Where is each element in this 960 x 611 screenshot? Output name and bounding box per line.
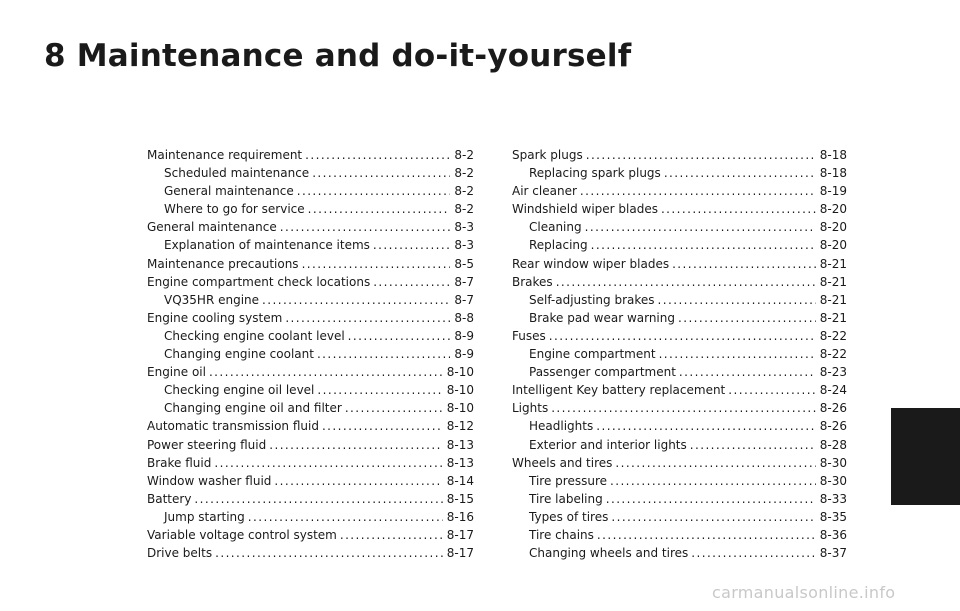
toc-entry-page: 8-13: [446, 437, 474, 452]
toc-entry[interactable]: [147, 218, 474, 236]
toc-entry-page: 8-9: [454, 328, 474, 343]
toc-entry-label: Power steering fluid: [147, 437, 267, 452]
toc-entry-page: 8-24: [819, 383, 847, 398]
toc-leader-dots: [262, 291, 450, 309]
toc-entry[interactable]: [147, 236, 474, 254]
toc-leader-dots: [302, 255, 451, 273]
toc-entry-label: Battery: [147, 491, 192, 506]
toc-leader-dots: [285, 309, 450, 327]
toc-entry[interactable]: [147, 273, 474, 291]
toc-entry-page: 8-21: [819, 274, 847, 289]
toc-entry-page: 8-23: [819, 365, 847, 380]
toc-leader-dots: [615, 454, 815, 472]
toc-leader-dots: [664, 164, 816, 182]
toc-leader-dots: [305, 146, 450, 164]
toc-entry-page: 8-10: [446, 365, 474, 380]
toc-entry[interactable]: [512, 544, 847, 562]
toc-entry-page: 8-22: [819, 328, 847, 343]
toc-entry-label: Exterior and interior lights: [529, 437, 687, 452]
toc-entry-label: Where to go for service: [164, 202, 305, 217]
toc-column-right: [512, 146, 847, 562]
toc-entry[interactable]: [147, 399, 474, 417]
toc-entry[interactable]: [147, 508, 474, 526]
toc-leader-dots: [597, 526, 816, 544]
toc-entry-page: 8-20: [819, 202, 847, 217]
toc-entry[interactable]: [147, 544, 474, 562]
toc-leader-dots: [348, 327, 451, 345]
toc-leader-dots: [215, 544, 443, 562]
toc-entry[interactable]: [512, 508, 847, 526]
toc-entry-label: Tire chains: [529, 527, 594, 542]
toc-entry[interactable]: [147, 381, 474, 399]
toc-entry-page: 8-12: [446, 419, 474, 434]
toc-leader-dots: [248, 508, 443, 526]
toc-entry-page: 8-13: [446, 455, 474, 470]
toc-entry[interactable]: [147, 454, 474, 472]
toc-entry[interactable]: [512, 526, 847, 544]
toc-entry[interactable]: [512, 454, 847, 472]
toc-entry-page: 8-20: [819, 238, 847, 253]
toc-entry-label: Brakes: [512, 274, 553, 289]
toc-leader-dots: [678, 309, 816, 327]
toc-leader-dots: [308, 200, 451, 218]
toc-entry[interactable]: [147, 345, 474, 363]
watermark: carmanualsonline.info: [712, 583, 896, 602]
toc-entry-label: Brake fluid: [147, 455, 212, 470]
toc-entry-page: 8-21: [819, 256, 847, 271]
toc-leader-dots: [340, 526, 443, 544]
toc-leader-dots: [672, 255, 816, 273]
toc-leader-dots: [728, 381, 816, 399]
toc-entry-label: Changing engine oil and filter: [164, 401, 342, 416]
toc-entry[interactable]: [147, 164, 474, 182]
toc-leader-dots: [274, 472, 442, 490]
toc-entry[interactable]: [147, 291, 474, 309]
chapter-title: 8 Maintenance and do-it-yourself: [44, 38, 632, 74]
toc-entry-label: Jump starting: [164, 509, 245, 524]
toc-entry-page: 8-18: [819, 166, 847, 181]
toc-entry[interactable]: [147, 526, 474, 544]
toc-entry-label: Engine compartment check locations: [147, 274, 371, 289]
toc-entry-label: Lights: [512, 401, 549, 416]
toc-entry[interactable]: [512, 309, 847, 327]
toc-leader-dots: [209, 363, 443, 381]
toc-entry-page: 8-18: [819, 148, 847, 162]
toc-entry-label: Engine cooling system: [147, 310, 283, 325]
toc-leader-dots: [551, 399, 816, 417]
toc-entry[interactable]: [147, 309, 474, 327]
toc-entry-label: Self-adjusting brakes: [529, 292, 655, 307]
toc-entry-page: 8-28: [819, 437, 847, 452]
toc-entry[interactable]: [512, 273, 847, 291]
toc-entry-page: 8-9: [454, 347, 474, 362]
toc-entry-page: 8-7: [454, 274, 474, 289]
toc-entry[interactable]: [512, 490, 847, 508]
toc-entry-page: 8-20: [819, 220, 847, 235]
toc-leader-dots: [317, 345, 450, 363]
toc-entry-label: Engine compartment: [529, 347, 656, 362]
toc-entry-page: 8-30: [819, 455, 847, 470]
toc-entry[interactable]: [512, 218, 847, 236]
toc-leader-dots: [214, 454, 442, 472]
toc-entry-page: 8-2: [454, 202, 474, 217]
toc-entry[interactable]: [512, 182, 847, 200]
toc-entry[interactable]: [512, 291, 847, 309]
toc-entry-label: Engine oil: [147, 365, 206, 380]
toc-leader-dots: [297, 182, 451, 200]
toc-leader-dots: [549, 327, 816, 345]
toc-entry-label: General maintenance: [164, 184, 294, 199]
toc-entry-label: General maintenance: [147, 220, 277, 235]
toc-entry-label: Headlights: [529, 419, 594, 434]
toc-entry-page: 8-26: [819, 419, 847, 434]
toc-entry[interactable]: [147, 327, 474, 345]
toc-entry[interactable]: [512, 255, 847, 273]
toc-entry-label: Maintenance precautions: [147, 256, 299, 271]
toc-entry[interactable]: [512, 164, 847, 182]
toc-leader-dots: [280, 218, 451, 236]
toc-entry[interactable]: [512, 472, 847, 490]
toc-entry-label: Drive belts: [147, 546, 213, 561]
toc-entry[interactable]: [147, 363, 474, 381]
toc-entry[interactable]: [147, 417, 474, 435]
toc-leader-dots: [580, 182, 816, 200]
toc-entry-page: 8-33: [819, 491, 847, 506]
toc-leader-dots: [345, 399, 443, 417]
toc-entry-label: Explanation of maintenance items: [164, 238, 370, 253]
toc-entry-label: Changing wheels and tires: [529, 546, 689, 561]
toc-leader-dots: [691, 544, 816, 562]
toc-entry-page: 8-36: [819, 527, 847, 542]
toc-entry-page: 8-21: [819, 310, 847, 325]
toc-leader-dots: [373, 273, 450, 291]
toc-leader-dots: [661, 200, 816, 218]
toc-entry[interactable]: [147, 436, 474, 454]
toc-leader-dots: [611, 508, 815, 526]
toc-entry-label: Spark plugs: [512, 148, 583, 162]
toc-entry-page: 8-10: [446, 401, 474, 416]
toc-entry[interactable]: [512, 417, 847, 435]
toc-entry-label: Maintenance requirement: [147, 148, 303, 162]
toc-entry[interactable]: [147, 146, 474, 164]
toc-leader-dots: [606, 490, 816, 508]
toc-leader-dots: [585, 218, 816, 236]
toc-entry-page: 8-7: [454, 292, 474, 307]
toc-entry-label: Passenger compartment: [529, 365, 676, 380]
toc-entry[interactable]: [147, 490, 474, 508]
toc-entry-label: Brake pad wear warning: [529, 310, 675, 325]
toc-leader-dots: [322, 417, 443, 435]
toc-leader-dots: [679, 363, 816, 381]
toc-entry[interactable]: [512, 363, 847, 381]
toc-leader-dots: [658, 291, 816, 309]
toc-entry-label: Window washer fluid: [147, 473, 272, 488]
toc-entry[interactable]: [147, 255, 474, 273]
toc-entry-page: 8-10: [446, 383, 474, 398]
toc-entry-label: Replacing: [529, 238, 588, 253]
toc-leader-dots: [269, 436, 443, 454]
toc-entry-page: 8-2: [454, 148, 474, 162]
toc-entry-label: Checking engine coolant level: [164, 328, 345, 343]
toc-entry-page: 8-37: [819, 546, 847, 561]
toc-leader-dots: [586, 146, 816, 164]
toc-entry-page: 8-14: [446, 473, 474, 488]
toc-leader-dots: [596, 417, 816, 435]
toc-entry[interactable]: [512, 345, 847, 363]
toc-entry-page: 8-8: [454, 310, 474, 325]
toc-entry-label: Tire labeling: [529, 491, 603, 506]
toc-entry-page: 8-2: [454, 166, 474, 181]
toc-leader-dots: [591, 236, 816, 254]
toc-leader-dots: [317, 381, 442, 399]
toc-entry-page: 8-22: [819, 347, 847, 362]
toc-entry-label: Scheduled maintenance: [164, 166, 310, 181]
toc-entry-label: Checking engine oil level: [164, 383, 315, 398]
toc-entry-page: 8-21: [819, 292, 847, 307]
toc-entry[interactable]: [147, 472, 474, 490]
toc-entry-page: 8-16: [446, 509, 474, 524]
toc-entry-label: Tire pressure: [529, 473, 607, 488]
toc-leader-dots: [659, 345, 816, 363]
toc-entry-label: Types of tires: [529, 509, 609, 524]
toc-entry-label: Automatic transmission fluid: [147, 419, 319, 434]
toc-entry[interactable]: [512, 381, 847, 399]
toc-entry-label: Changing engine coolant: [164, 347, 314, 362]
toc-entry-page: 8-3: [454, 238, 474, 253]
toc-entry-label: Air cleaner: [512, 184, 577, 199]
toc-entry-page: 8-5: [454, 256, 474, 271]
toc-entry-label: VQ35HR engine: [164, 292, 260, 307]
toc-entry-page: 8-26: [819, 401, 847, 416]
toc-entry-label: Intelligent Key battery replacement: [512, 383, 726, 398]
toc-entry[interactable]: [512, 436, 847, 454]
toc-entry[interactable]: [512, 236, 847, 254]
toc-entry-page: 8-35: [819, 509, 847, 524]
toc-entry-label: Variable voltage control system: [147, 527, 337, 542]
toc-entry[interactable]: [512, 146, 847, 164]
toc-entry[interactable]: [147, 182, 474, 200]
toc-leader-dots: [194, 490, 442, 508]
chapter-tab-marker: [891, 408, 960, 505]
toc-entry[interactable]: [512, 200, 847, 218]
toc-leader-dots: [373, 236, 450, 254]
toc-entry-page: 8-17: [446, 546, 474, 561]
toc-entry-page: 8-15: [446, 491, 474, 506]
toc-entry-page: 8-17: [446, 527, 474, 542]
toc-leader-dots: [312, 164, 450, 182]
toc-leader-dots: [556, 273, 816, 291]
toc-entry[interactable]: [512, 399, 847, 417]
toc-leader-dots: [610, 472, 816, 490]
toc-entry-label: Wheels and tires: [512, 455, 613, 470]
toc-entry-page: 8-19: [819, 184, 847, 199]
toc-entry-page: 8-3: [454, 220, 474, 235]
toc-entry-label: Cleaning: [529, 220, 582, 235]
toc-entry[interactable]: [147, 200, 474, 218]
toc-entry-label: Replacing spark plugs: [529, 166, 661, 181]
toc-entry-label: Rear window wiper blades: [512, 256, 670, 271]
toc-entry[interactable]: [512, 327, 847, 345]
toc-entry-label: Windshield wiper blades: [512, 202, 658, 217]
toc-entry-label: Fuses: [512, 328, 546, 343]
toc-entry-page: 8-30: [819, 473, 847, 488]
toc-column-left: [147, 146, 474, 562]
toc-entry-page: 8-2: [454, 184, 474, 199]
toc-leader-dots: [690, 436, 816, 454]
